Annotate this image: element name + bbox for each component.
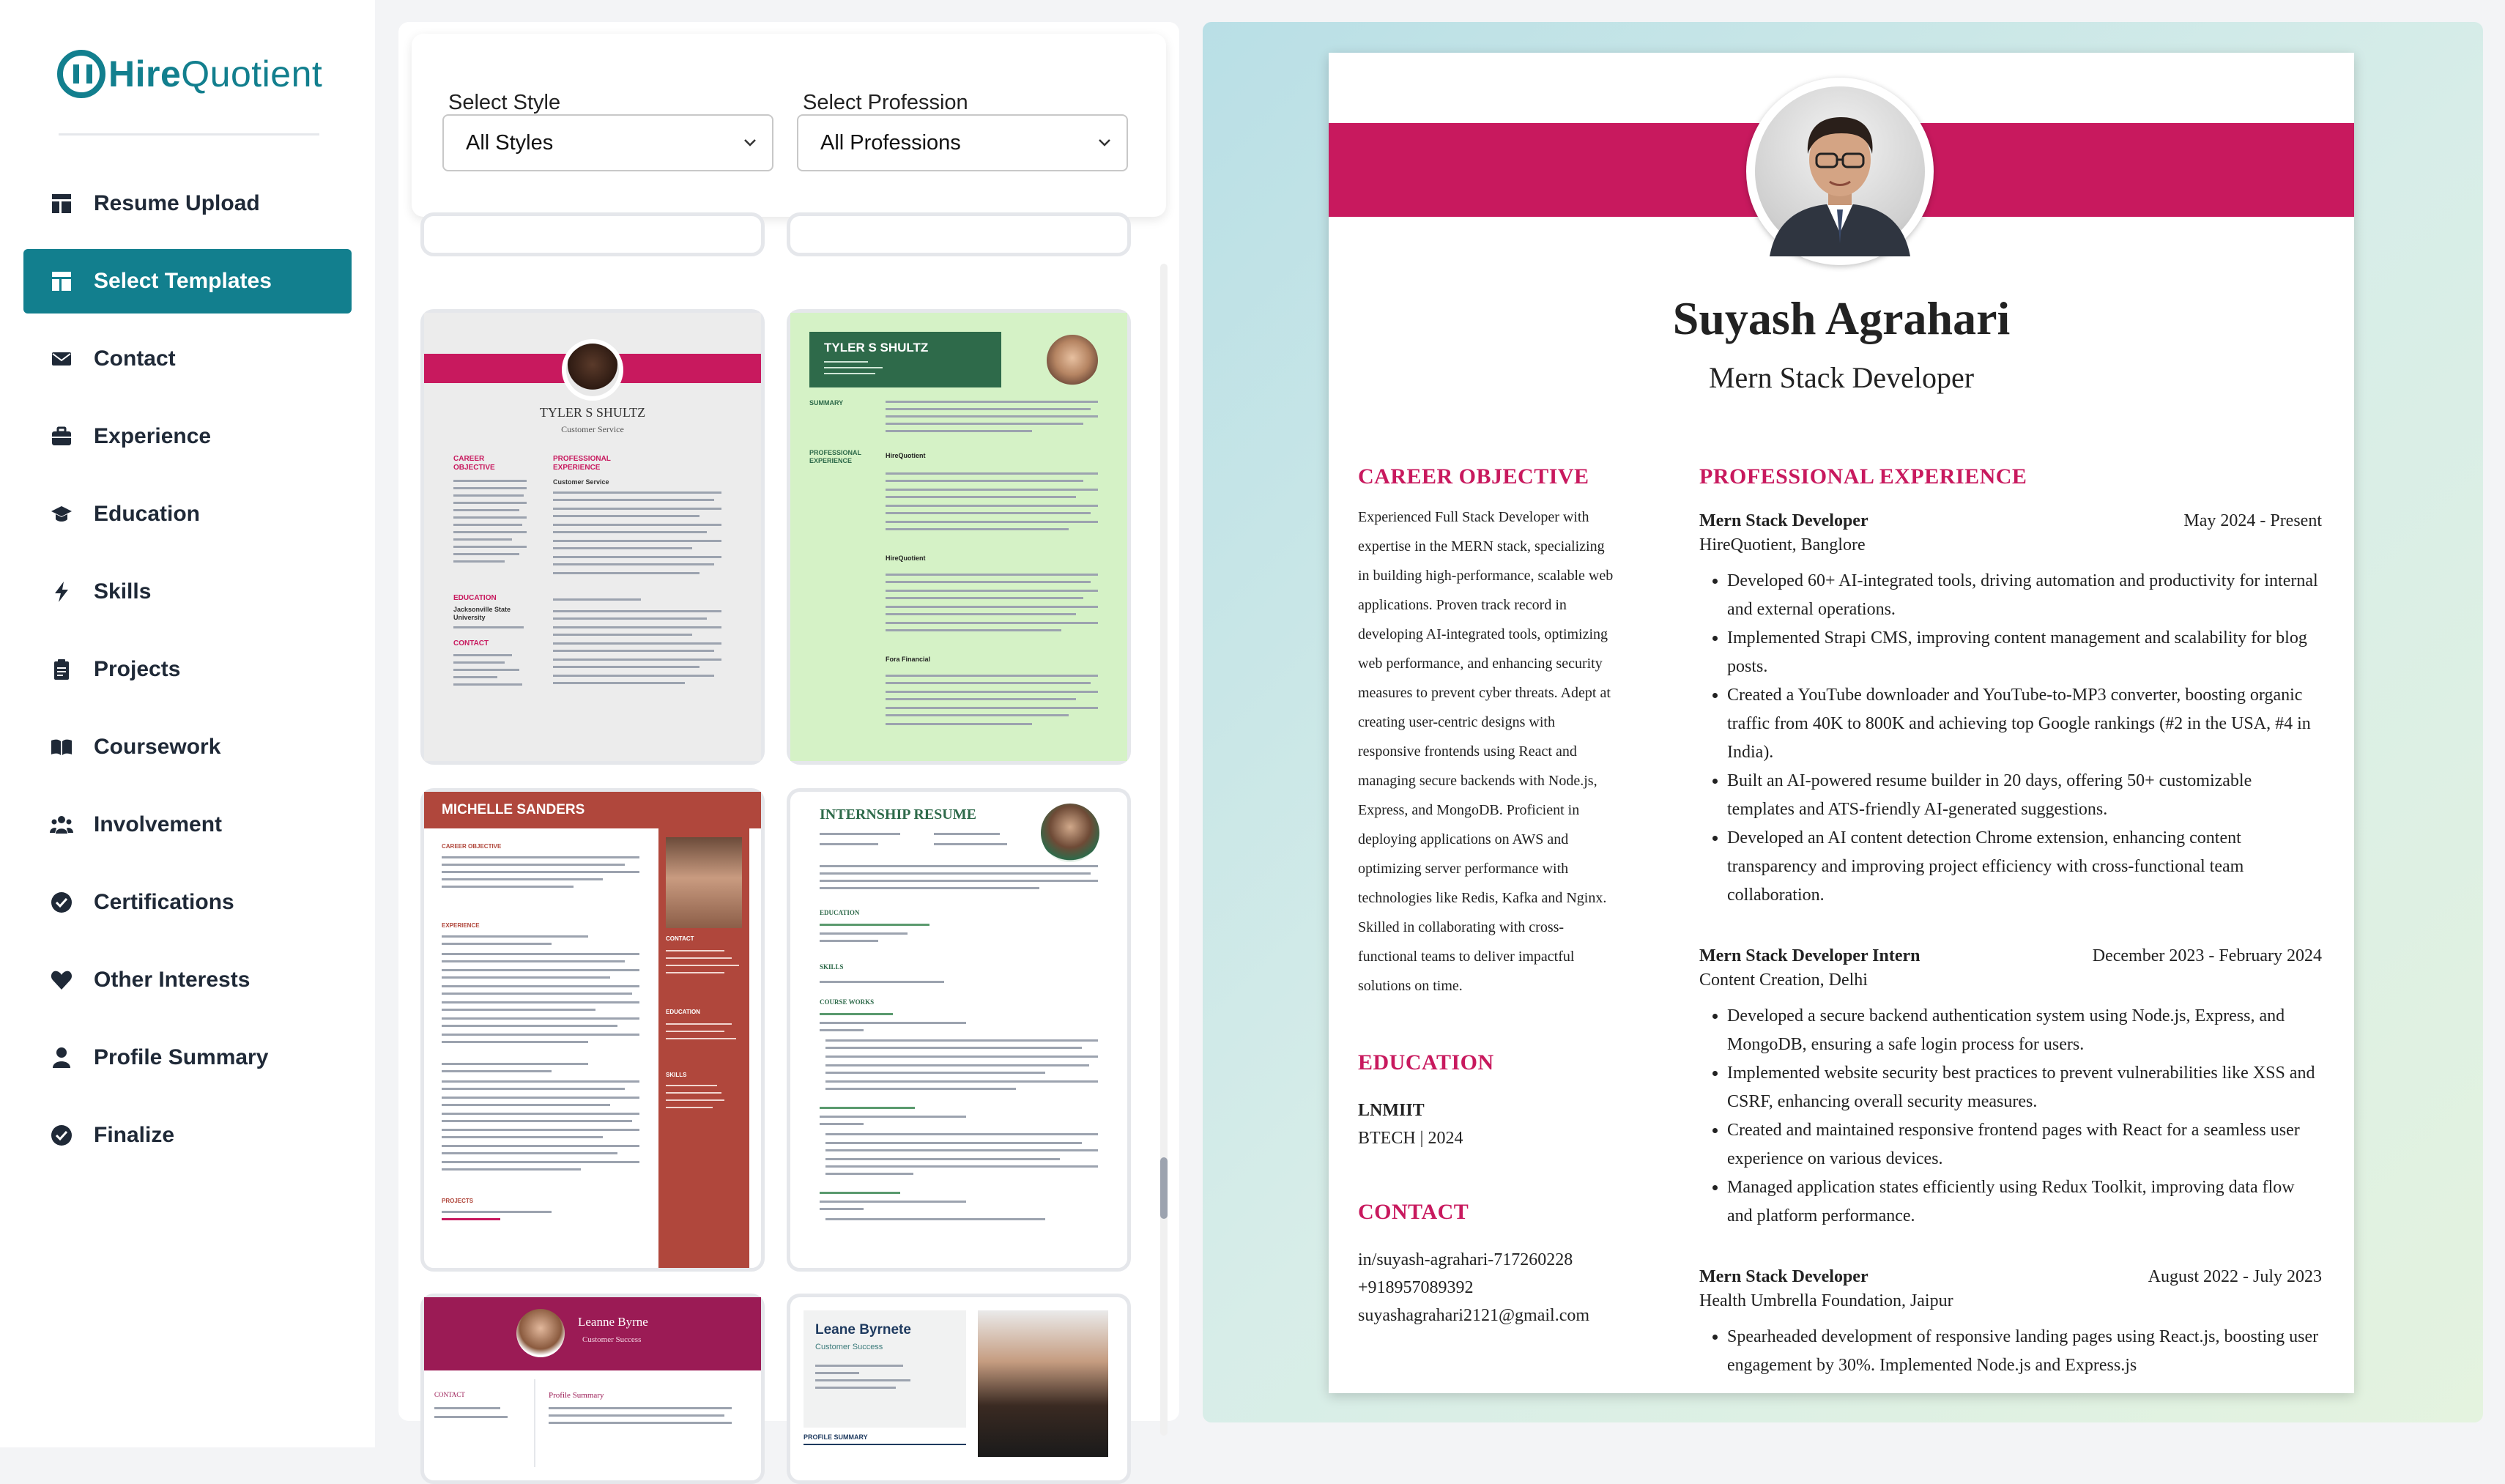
gallery-scrollbar-track[interactable] xyxy=(1160,264,1168,1436)
nav-label: Education xyxy=(94,502,201,526)
profession-select-value: All Professions xyxy=(820,130,961,155)
hirequotient-logo[interactable] xyxy=(57,50,322,98)
template-section-heading: CAREER OBJECTIVE xyxy=(442,843,502,850)
profile-photo xyxy=(1746,78,1934,265)
person-portrait-icon xyxy=(1755,86,1925,256)
nav-item-education[interactable] xyxy=(23,482,352,546)
layout-icon xyxy=(50,192,73,215)
nav-label: Skills xyxy=(94,579,152,604)
template-section-heading: Profile Summary xyxy=(549,1391,604,1400)
template-gallery-panel xyxy=(398,22,1179,1441)
nav-item-involvement[interactable] xyxy=(23,793,352,857)
template-card-leane[interactable] xyxy=(787,1294,1131,1484)
logo-text-bold: Hire xyxy=(108,53,182,94)
template-section-heading: EDUCATION xyxy=(453,594,497,602)
job-bullets xyxy=(1699,567,2322,910)
template-role: Customer Success xyxy=(582,1335,642,1344)
job-company: Content Creation, Delhi xyxy=(1699,971,1868,990)
briefcase-icon xyxy=(50,425,73,448)
nav-item-profile-summary[interactable] xyxy=(23,1025,352,1090)
template-company: HireQuotient xyxy=(886,452,926,459)
job-bullet: • Built an AI-powered resume builder in 20 days, offering 50+ customizable templates and ATS-friendly AI-generated suggestions. xyxy=(1727,767,2322,824)
nav-label: Select Templates xyxy=(94,269,272,293)
job-bullet: • Developed 60+ AI-integrated tools, driving automation and productivity for internal and external operations. xyxy=(1727,567,2322,624)
template-avatar xyxy=(1047,335,1098,386)
template-avatar xyxy=(516,1309,565,1357)
envelope-icon xyxy=(50,347,73,371)
job-bullet: • Spearheaded development of responsive landing pages using React.js, boosting user engagement by 30%. Implemented Node.js and Express.js xyxy=(1727,1323,2322,1380)
template-card-tyler-green[interactable] xyxy=(787,309,1131,765)
template-section-heading: SKILLS xyxy=(666,1072,687,1078)
lightning-icon xyxy=(50,580,73,604)
nav-item-projects[interactable] xyxy=(23,637,352,702)
template-card-tyler-classic[interactable] xyxy=(420,309,765,765)
template-avatar xyxy=(1041,804,1099,862)
nav-item-resume-upload[interactable] xyxy=(23,171,352,236)
user-icon xyxy=(50,1046,73,1069)
logo-text-light: Quotient xyxy=(181,53,323,94)
job-company: Health Umbrella Foundation, Jaipur xyxy=(1699,1291,1953,1310)
nav-label: Experience xyxy=(94,424,212,448)
nav-item-certifications[interactable] xyxy=(23,870,352,935)
template-role: Customer Success xyxy=(815,1343,883,1351)
template-name: Leane Byrnete xyxy=(815,1322,911,1338)
template-avatar xyxy=(666,837,742,928)
contact-linkedin: in/suyash-agrahari-717260228 xyxy=(1358,1250,1573,1269)
resume-document xyxy=(1329,53,2354,1393)
education-school: LNMIIT xyxy=(1358,1101,1425,1120)
template-name: Leanne Byrne xyxy=(578,1315,648,1329)
job-date: August 2022 - July 2023 xyxy=(2148,1267,2322,1286)
job-date: May 2024 - Present xyxy=(2183,511,2322,530)
nav-item-finalize[interactable] xyxy=(23,1103,352,1168)
nav-label: Projects xyxy=(94,657,181,681)
nav-label: Resume Upload xyxy=(94,191,260,215)
job-company: HireQuotient, Banglore xyxy=(1699,535,1866,554)
resume-preview-panel xyxy=(1203,22,2483,1422)
nav-item-experience[interactable] xyxy=(23,404,352,469)
select-style-label: Select Style xyxy=(448,91,561,114)
nav-item-select-templates[interactable] xyxy=(23,249,352,314)
job-bullet: • Implemented Strapi CMS, improving content management and scalability for blog posts. xyxy=(1727,624,2322,681)
nav-label: Involvement xyxy=(94,812,223,836)
template-grid xyxy=(420,242,1153,1441)
job-bullets xyxy=(1699,1323,2322,1380)
template-card-internship[interactable] xyxy=(787,788,1131,1272)
template-section-heading: SUMMARY xyxy=(809,399,844,407)
check-circle-icon xyxy=(50,891,73,914)
resume-title: Mern Stack Developer xyxy=(1708,361,1975,394)
job-title: Mern Stack Developer Intern xyxy=(1699,946,1920,965)
check-circle-icon xyxy=(50,1124,73,1147)
template-name: MICHELLE SANDERS xyxy=(442,802,585,817)
education-heading: EDUCATION xyxy=(1358,1050,1494,1075)
job-bullet: • Implemented website security best practices to prevent vulnerabilities like XSS and CSRF, enhancing overall security measures. xyxy=(1727,1059,2322,1116)
book-icon xyxy=(50,735,73,759)
template-section-heading: EXPERIENCE xyxy=(442,922,480,929)
contact-heading: CONTACT xyxy=(1358,1200,1469,1224)
nav-item-contact[interactable] xyxy=(23,327,352,391)
template-section-heading: PROFILE SUMMARY xyxy=(804,1433,868,1441)
experience-entry xyxy=(1699,1267,2322,1380)
job-bullet: • Developed a secure backend authentication system using Node.js, Express, and MongoDB, ensuring a safe login process for users. xyxy=(1727,1002,2322,1059)
experience-entry xyxy=(1699,511,2322,910)
template-name: INTERNSHIP RESUME xyxy=(820,806,976,823)
education-degree: BTECH | 2024 xyxy=(1358,1129,1463,1148)
template-section-heading: PROFESSIONAL EXPERIENCE xyxy=(553,455,611,472)
template-section-heading: CAREER OBJECTIVE xyxy=(453,455,495,472)
template-section-heading: CONTACT xyxy=(666,935,694,942)
layout-icon xyxy=(50,270,73,293)
graduation-cap-icon xyxy=(50,502,73,526)
nav-label: Profile Summary xyxy=(94,1045,269,1069)
sidebar-nav xyxy=(23,171,352,1181)
job-title: Mern Stack Developer xyxy=(1699,1267,1868,1286)
chevron-down-icon xyxy=(741,133,759,151)
style-select-value: All Styles xyxy=(466,130,554,155)
people-icon xyxy=(50,813,73,836)
job-bullet: • Created and maintained responsive frontend pages with React for a seamless user experience on various devices. xyxy=(1727,1116,2322,1173)
template-role: Customer Service xyxy=(561,424,624,434)
sidebar xyxy=(0,0,375,1447)
nav-label: Other Interests xyxy=(94,968,250,992)
job-bullet: • Created a YouTube downloader and YouTube-to-MP3 converter, boosting organic traffic from 40K to 800K and achieving top Google rankings (#2 in the USA, #4 in India). xyxy=(1727,681,2322,767)
template-avatar xyxy=(978,1310,1108,1457)
job-title: Mern Stack Developer xyxy=(1699,511,1868,530)
template-job-title: Customer Service xyxy=(553,478,609,486)
experience-heading: PROFESSIONAL EXPERIENCE xyxy=(1699,464,2027,489)
template-section-heading: CONTACT xyxy=(453,639,489,648)
template-section-heading: COURSE WORKS xyxy=(820,998,875,1006)
template-card[interactable] xyxy=(420,212,765,256)
template-avatar xyxy=(566,344,619,396)
contact-phone: +918957089392 xyxy=(1358,1278,1474,1297)
style-select[interactable] xyxy=(442,114,773,171)
profession-select[interactable] xyxy=(797,114,1128,171)
job-bullet: • Managed application states efficiently using Redux Toolkit, improving data flow and platform performance. xyxy=(1727,1173,2322,1231)
template-education: Jacksonville State University xyxy=(453,606,511,621)
nav-label: Certifications xyxy=(94,890,234,914)
experience-entry xyxy=(1699,946,2322,1231)
job-date: December 2023 - February 2024 xyxy=(2092,946,2322,965)
career-objective-text: Experienced Full Stack Developer with expertise in the MERN stack, specializing in building high-performance, scalable web applications. Proven track record in developing AI-integrated tools, optimizing web performance, and enhancing security measures to prevent cyber threats. Adept at creating user-centric designs with responsive frontends using React and managing secure backends with Node.js, Express, and MongoDB. Proficient in deploying applications on AWS and optimizing server performance with technologies like Redis, Kafka and Nginx. Skilled in collaborating with cross- functional teams to deliver impactful solutions on time. xyxy=(1358,509,1614,994)
nav-item-other-interests[interactable] xyxy=(23,948,352,1012)
clipboard-icon xyxy=(50,658,73,681)
template-company: Fora Financial xyxy=(886,656,931,663)
career-objective-heading: CAREER OBJECTIVE xyxy=(1358,464,1589,489)
template-name: TYLER S SHULTZ xyxy=(539,405,646,420)
resume-name: Suyash Agrahari xyxy=(1672,292,2011,344)
filter-card xyxy=(412,34,1166,217)
template-section-heading: EDUCATION xyxy=(820,909,860,916)
template-section-heading: PROFESSIONAL EXPERIENCE xyxy=(809,449,861,464)
template-section-heading: CONTACT xyxy=(434,1391,465,1398)
template-section-heading: SKILLS xyxy=(820,963,844,971)
template-section-heading: PROJECTS xyxy=(442,1198,474,1204)
nav-label: Finalize xyxy=(94,1123,175,1147)
heart-icon xyxy=(50,968,73,992)
logo-mark-icon xyxy=(57,50,105,98)
template-card-michelle[interactable] xyxy=(420,788,765,1272)
template-card-leanne[interactable] xyxy=(420,1294,765,1484)
template-name: TYLER S SHULTZ xyxy=(824,341,929,355)
job-bullets xyxy=(1699,1002,2322,1231)
nav-item-skills[interactable] xyxy=(23,560,352,624)
chevron-down-icon xyxy=(1096,133,1113,151)
nav-label: Coursework xyxy=(94,735,221,759)
template-card[interactable] xyxy=(787,212,1131,256)
template-company: HireQuotient xyxy=(886,554,926,562)
sidebar-divider xyxy=(59,133,319,136)
template-section-heading: EDUCATION xyxy=(666,1009,700,1015)
nav-label: Contact xyxy=(94,346,176,371)
job-bullet: • Developed an AI content detection Chrome extension, enhancing content transparency and improving project efficiency with cross-functional team collaboration. xyxy=(1727,824,2322,910)
contact-email: suyashagrahari2121@gmail.com xyxy=(1358,1306,1590,1325)
nav-item-coursework[interactable] xyxy=(23,715,352,779)
select-profession-label: Select Profession xyxy=(803,91,968,114)
gallery-scrollbar-thumb[interactable] xyxy=(1160,1157,1168,1219)
